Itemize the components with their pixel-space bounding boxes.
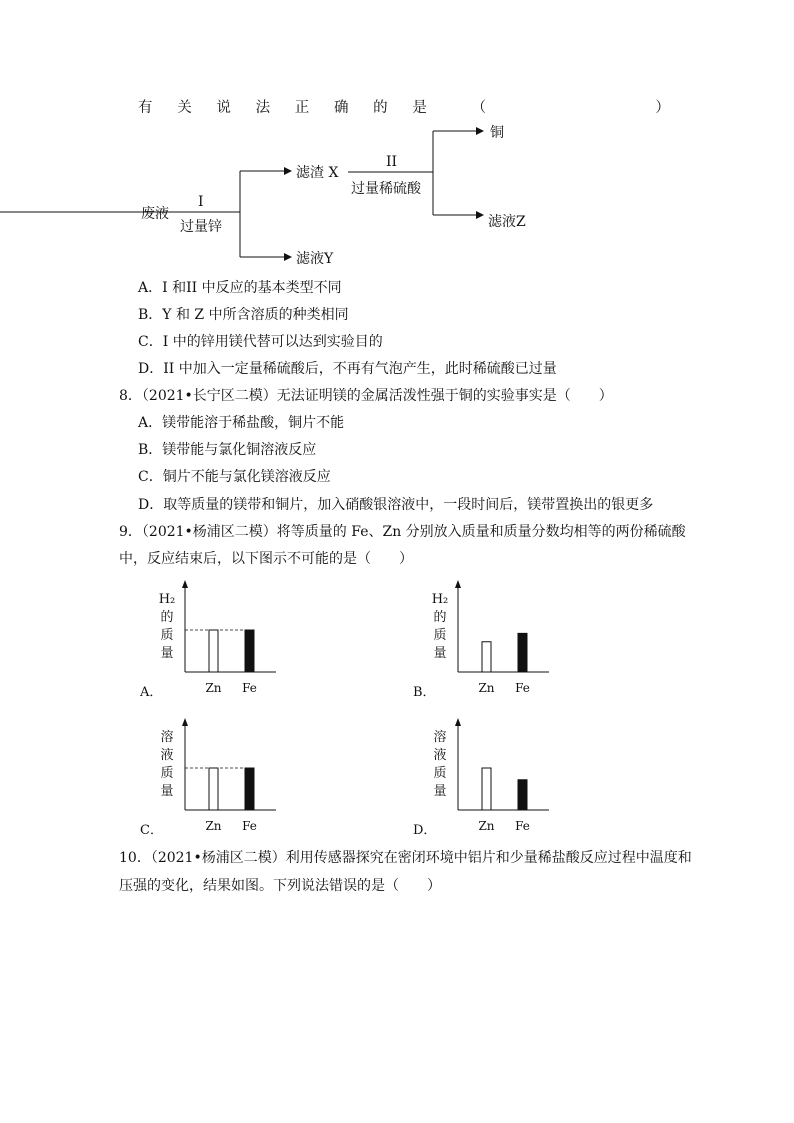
bar-zn — [209, 630, 218, 672]
q8-option-c: C．铜片不能与氯化镁溶液反应 — [138, 469, 331, 485]
chart-option-letter: D． — [413, 823, 437, 838]
y-axis-label-char: 溶 — [433, 730, 447, 745]
x-tick-label: Fe — [242, 681, 257, 695]
bar-fe — [518, 633, 527, 672]
bar-zn — [482, 642, 491, 672]
y-axis-label-char: H₂ — [158, 592, 176, 607]
stem-char: 说 — [216, 100, 231, 116]
q9-stem-line2: 中，反应结束后，以下图示不可能的是（ ） — [119, 551, 413, 567]
waste-liquid-label: 废液 — [141, 206, 169, 222]
q7-option-c: C．I 中的锌用镁代替可以达到实验目的 — [138, 334, 383, 350]
y-axis-label-char: 的 — [433, 610, 447, 625]
x-tick-label: Fe — [242, 819, 257, 833]
y-axis-label-char: 质 — [433, 766, 447, 781]
stem-char: 关 — [177, 100, 192, 116]
bar-fe — [245, 768, 254, 810]
filtrate-z-label: 滤液Z — [488, 214, 526, 230]
answer-bracket-close: ） — [655, 100, 670, 116]
step1-reagent: 过量锌 — [180, 219, 222, 235]
q7-option-d: D．II 中加入一定量稀硫酸后，不再有气泡产生，此时稀硫酸已过量 — [138, 361, 557, 377]
stem-char: 是 — [412, 100, 427, 116]
y-axis-label-char: 量 — [433, 784, 447, 799]
q7-option-b: B．Y 和 Z 中所含溶质的种类相同 — [138, 307, 349, 323]
q8-option-a: A．镁带能溶于稀盐酸，铜片不能 — [138, 415, 345, 431]
y-axis-label-char: 质 — [433, 628, 447, 643]
step2-reagent: 过量稀硫酸 — [351, 181, 421, 197]
y-axis-arrow — [455, 580, 461, 588]
y-axis-label-char: 的 — [160, 610, 174, 625]
step1-number: I — [198, 194, 204, 210]
y-axis-label-char: 质 — [160, 766, 174, 781]
x-tick-label: Zn — [478, 819, 495, 833]
y-axis-label-char: 液 — [433, 748, 447, 763]
bar-fe — [245, 630, 254, 672]
q7-option-a: A．I 和II 中反应的基本类型不同 — [138, 280, 342, 296]
bar-fe — [518, 780, 527, 810]
x-tick-label: Zn — [478, 681, 495, 695]
chart-option-letter: A． — [140, 685, 163, 700]
stem-char: 有 — [138, 100, 153, 116]
residue-x-label: 滤渣 X — [296, 165, 339, 181]
step2-number: II — [386, 154, 398, 170]
y-axis-arrow — [455, 718, 461, 726]
y-axis-label-char: 溶 — [160, 730, 174, 745]
copper-label: 铜 — [490, 125, 504, 141]
x-tick-label: Zn — [205, 819, 222, 833]
filtrate-y-label: 滤液Y — [296, 251, 334, 267]
y-axis-label-char: 量 — [160, 784, 174, 799]
x-tick-label: Fe — [515, 819, 530, 833]
q10-stem-line1: 10．（2021•杨浦区二模）利用传感器探究在密闭环境中铝片和少量稀盐酸反应过程中温度和 — [119, 850, 692, 866]
bar-zn — [482, 768, 491, 810]
answer-bracket-open: （ — [471, 100, 486, 116]
y-axis-label-char: 量 — [160, 646, 174, 661]
y-axis-arrow — [182, 718, 188, 726]
stem-char: 法 — [255, 100, 271, 116]
chart-option-letter: B． — [413, 685, 436, 700]
stem-char: 正 — [294, 100, 310, 116]
stem-char: 确 — [333, 100, 349, 116]
q9-bar-charts — [0, 575, 794, 845]
x-tick-label: Zn — [205, 681, 222, 695]
y-axis-label-char: 液 — [160, 748, 174, 763]
q8-option-d: D．取等质量的镁带和铜片，加入硝酸银溶液中，一段时间后，镁带置换出的银更多 — [138, 497, 654, 513]
x-tick-label: Fe — [515, 681, 530, 695]
stem-char: 的 — [373, 100, 388, 116]
bar-zn — [209, 768, 218, 810]
separation-flow-diagram — [0, 110, 794, 390]
q10-stem-line2: 压强的变化，结果如图。下列说法错误的是（ ） — [119, 878, 441, 894]
y-axis-label-char: 量 — [433, 646, 447, 661]
y-axis-label-char: H₂ — [431, 592, 449, 607]
chart-option-letter: C． — [140, 823, 163, 838]
q8-option-b: B．镁带能与氯化铜溶液反应 — [138, 442, 317, 458]
q9-stem-line1: 9．（2021•杨浦区二模）将等质量的 Fe、Zn 分别放入质量和质量分数均相等的两份稀硫酸 — [119, 524, 686, 540]
y-axis-label-char: 质 — [160, 628, 174, 643]
q8-stem: 8．（2021•长宁区二模）无法证明镁的金属活泼性强于铜的实验事实是（ ） — [119, 388, 613, 404]
y-axis-arrow — [182, 580, 188, 588]
